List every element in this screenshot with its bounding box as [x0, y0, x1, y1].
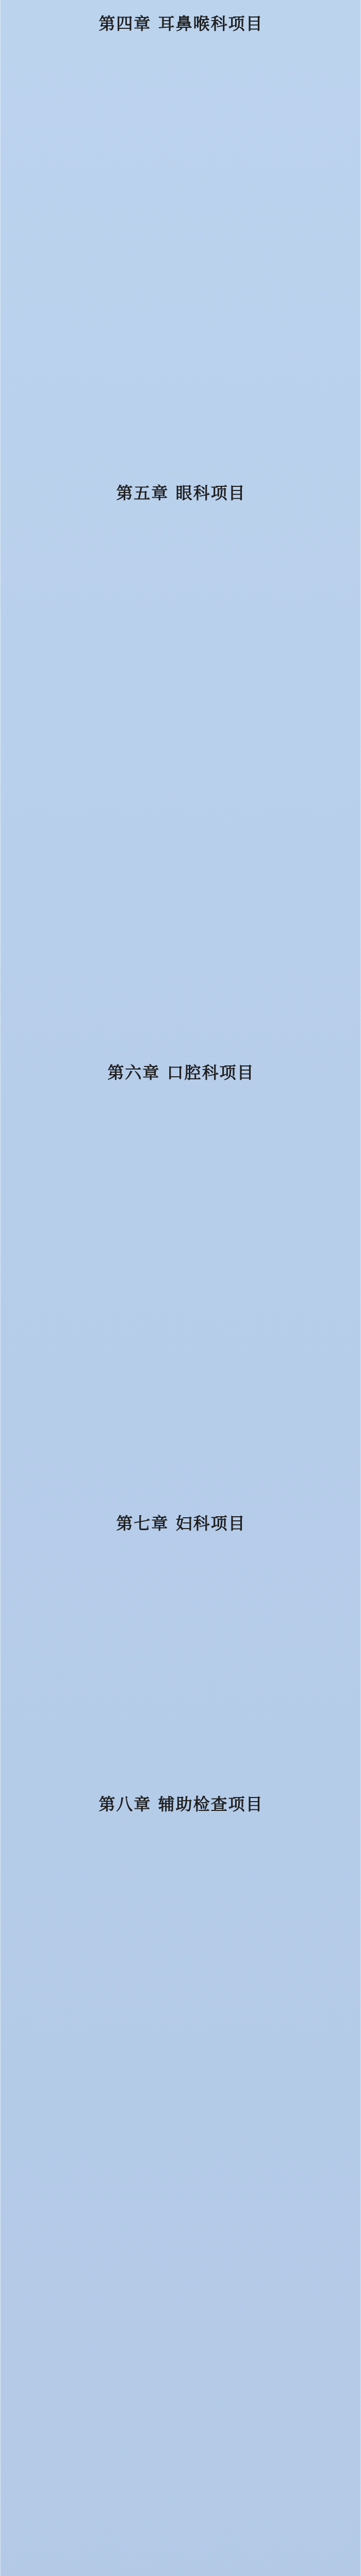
- article-paragraph: [19, 1135, 343, 1178]
- article-paragraph: [19, 1992, 343, 2024]
- article-paragraph: [19, 608, 343, 662]
- article-paragraph: [19, 1544, 343, 1577]
- article-paragraph: [19, 1897, 343, 1930]
- article-paragraph: [19, 1617, 343, 1638]
- article-paragraph: [19, 86, 343, 108]
- article-paragraph: [19, 1376, 343, 1398]
- chapter-4: [1, 12, 361, 502]
- chapter-5: [1, 482, 361, 1120]
- article-paragraph: [19, 902, 343, 923]
- article-paragraph: [19, 211, 343, 255]
- article-paragraph: [19, 2369, 343, 2412]
- chapter-7: [1, 1512, 361, 1730]
- article-paragraph: [19, 985, 343, 1018]
- chapter-title: 第四章 耳鼻喉科项目: [99, 14, 264, 33]
- article-paragraph: [19, 1825, 343, 1857]
- article-paragraph: [19, 1251, 343, 1283]
- article-paragraph: [19, 400, 343, 411]
- article-paragraph: [19, 713, 343, 756]
- chapter-body: [19, 1544, 343, 1720]
- chapter-title: 第八章 辅助检查项目: [99, 1794, 264, 1814]
- article-paragraph: [19, 1867, 343, 1888]
- article-paragraph: [19, 2494, 343, 2548]
- chapter-6: [1, 1061, 361, 1469]
- article-paragraph: [19, 1027, 343, 1048]
- article-paragraph: [19, 2463, 343, 2485]
- chapter-body: [19, 1093, 343, 1460]
- article-paragraph: [19, 358, 343, 391]
- article-paragraph: [19, 170, 343, 202]
- article-paragraph: [19, 1093, 343, 1126]
- article-paragraph: [19, 44, 343, 77]
- chapter-8: [1, 1793, 361, 2576]
- article-paragraph: [19, 295, 343, 349]
- article-paragraph: [19, 1586, 343, 1607]
- article-paragraph: [19, 2327, 343, 2360]
- article-paragraph: [19, 2097, 343, 2129]
- article-paragraph: [19, 2139, 343, 2160]
- article-paragraph: [19, 1648, 343, 1669]
- article-paragraph: [19, 1324, 343, 1367]
- article-paragraph: [19, 2557, 343, 2576]
- article-paragraph: [19, 2264, 343, 2318]
- chapter-body: [19, 1825, 343, 2576]
- chapter-title: 第六章 口腔科项目: [107, 1063, 255, 1082]
- article-paragraph: [19, 420, 343, 442]
- article-paragraph: [19, 2033, 343, 2088]
- article-paragraph: [19, 671, 343, 704]
- chapter-title: 第七章 妇科项目: [116, 1514, 246, 1533]
- article-paragraph: [19, 807, 343, 851]
- article-paragraph: [19, 2421, 343, 2454]
- article-paragraph: [19, 1939, 343, 1982]
- article-paragraph: [19, 860, 343, 892]
- article-paragraph: [19, 451, 343, 472]
- chapter-title: 第五章 眼科项目: [116, 483, 246, 503]
- article-paragraph: [19, 555, 343, 599]
- article-paragraph: [19, 1188, 343, 1242]
- chapter-body: [19, 514, 343, 1110]
- article-paragraph: [19, 1679, 343, 1700]
- article-paragraph: [19, 2170, 343, 2213]
- article-paragraph: [19, 1407, 343, 1439]
- article-paragraph: [19, 1709, 343, 1720]
- article-paragraph: [19, 1449, 343, 1460]
- article-paragraph: [19, 1293, 343, 1314]
- chapter-body: [19, 44, 343, 493]
- article-paragraph: [19, 514, 343, 546]
- article-paragraph: [19, 264, 343, 285]
- article-paragraph: [19, 117, 343, 160]
- article-paragraph: [19, 2222, 343, 2255]
- article-paragraph: [19, 933, 343, 976]
- article-paragraph: [19, 766, 343, 798]
